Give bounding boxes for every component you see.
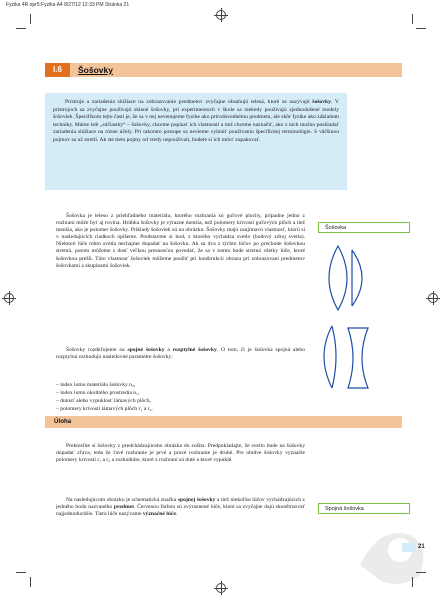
crop-mark: [416, 28, 426, 29]
crop-mark: [30, 14, 31, 24]
term-converging: spojné šošovky: [127, 347, 165, 353]
margin-label-converging-lens: Spojná šošovka: [318, 503, 410, 514]
biconcave-lens: [348, 328, 368, 388]
crop-mark: [30, 577, 31, 587]
section-number: I.6: [45, 63, 70, 77]
registration-mark: [216, 583, 226, 593]
margin-label-lenses: Šošovka: [318, 222, 410, 233]
crop-mark: [16, 572, 26, 573]
crop-mark: [16, 28, 26, 29]
para2-text-end: . O tom, či je šošovka spojná alebo rozptylná rozhodujú nasledovné parametre šošovky:: [56, 347, 306, 361]
para2-text-mid: a: [164, 347, 173, 353]
watermark-logo: [350, 505, 440, 595]
para3-text-mid2: . Červenou farbou sú zvýraznené lúče, ktoré sa zvyčajne dajú skonštruovať najjednoduchšie. Tieto lúče nazývame: [56, 504, 305, 518]
crop-mark: [412, 14, 413, 24]
intro-box: [45, 93, 347, 190]
list-item: – index lomu materiálu šošovky n₂,: [56, 381, 305, 389]
task-heading-bar: [45, 416, 402, 428]
intro-bold-term: šošovky: [312, 99, 331, 105]
term-object: predmet: [113, 504, 135, 511]
task-text: Prekreslite si šošovky z predchádzajúceho obrázka do zošita. Predpokladajte, že svetlo bude na šošovky dopadať zľava, teda že ľavé rozhranie je prvé a pravé rozhranie je druhé. Pre obidve šošovky vyznačte polomery krivosti r₁ a r₂ a rozhodnite, ktoré z rozhraní sú duté a ktoré vypuklé.: [56, 443, 305, 464]
para3-text: Na nasledujúcom obrázku je schematická značka: [66, 497, 178, 503]
task-heading: Úloha: [54, 418, 72, 425]
section-title: Šošovky: [78, 65, 113, 75]
list-item: – dutosť alebo vypuklosť lámavých plôch,: [56, 397, 305, 405]
registration-mark: [428, 293, 438, 303]
list-item: – polomery krivosti lámavých plôch r₁ a r₂.: [56, 405, 305, 413]
para2-text: Šošovky rozdeľujeme na: [66, 347, 128, 353]
term-converging-lens: spojnej šošovky: [177, 497, 216, 503]
paragraph-principal-rays: [56, 497, 305, 518]
para3-text-mid: a tiež niekoľko lúčov vychádzajúcich z jedného bodu nazvaného: [56, 497, 306, 511]
biconvex-lens: [329, 246, 347, 310]
convex-lens-bottom: [324, 326, 336, 388]
term-principal-rays: význačné lúče: [142, 511, 176, 518]
plano-concave-lens: [352, 250, 362, 306]
registration-mark: [4, 293, 14, 303]
lens-figure: [318, 238, 380, 408]
registration-mark: [216, 10, 226, 20]
intro-text: Prístroje a zariadenia slúžiace na zobrazovanie predmetov zvyčajne obsahujú telesá, ktoré sa nazývajú: [65, 99, 313, 105]
para3-text-end: .: [175, 511, 178, 518]
list-item: – index lomu okolitého prostredia n₁,: [56, 389, 305, 397]
parameter-list: [56, 381, 305, 413]
intro-paragraph: [53, 99, 339, 144]
paragraph-lens-types: [56, 347, 305, 361]
term-diverging: rozptylné šošovky: [172, 347, 217, 353]
print-header: Fyzika 4R opr5:Fyzika A4 8/27/12 12:33 PM Stránka 21: [6, 2, 130, 8]
paragraph-lens-definition: Šošovka je teleso z priehľadného materiálu, ktorého rozhrania sú guľové plochy, prípadne jedno z rozhraní môže byť aj rovina. Hrúbka šošovky je výrazne menšia, než polomery krivosti guľových plôch a tiež menšia, ako je polomer šošovky. Príklady šošoviek sú na obrázku. Šošovky majú zaujímavú vlastnosť, ktorú si v nasledujúcich riadkoch opíšeme. Predstavme si bod, z ktorého vychádza svetlo (bodový zdroj svetla). Niektoré lúče tohto svetla nechajme dopadať na šošovku. Ak sa dva z týchto lúčov po prechode šošovkou stretnú, potom môžeme s dosť veľkou presnosťou povedať, že sa v tomto bode stretnú všetky lúče, ktoré šošovkou prešli. Túto vlastnosť šošoviek môžeme použiť pri konštrukcii obrazu pri zobrazovaní predmetov šošovkami a skupinami šošoviek.: [56, 213, 305, 269]
page-number: 21: [418, 544, 425, 550]
intro-text-cont: . V prístrojoch sa zvyčajne používajú sklené šošovky, pri experimentoch v škole sa niekedy používajú zjednodušené modely šošoviek. Špecifikom tejto časti je, že sa v nej nevenujeme fyzike ako prírodovednému predmetu, ale skôr fyzike ako základom techniky. Máme istě „súčiastky“ – šošovky, chceme popísať ich vlastnosti a tiež chceme naznačiť, ako z nich možno poskladať zariadenia slúžiace na rôzne účely. Pri takomto postupe sa nevieme vyhnúť používaniu špecifickej terminológie. S väčšinou pojmov sa už stretli. Ak ste tieto pojmy od vtedy nepoužívali, budete si ich môcť zopakovať.: [53, 99, 339, 143]
page-number-bar: [402, 543, 416, 552]
